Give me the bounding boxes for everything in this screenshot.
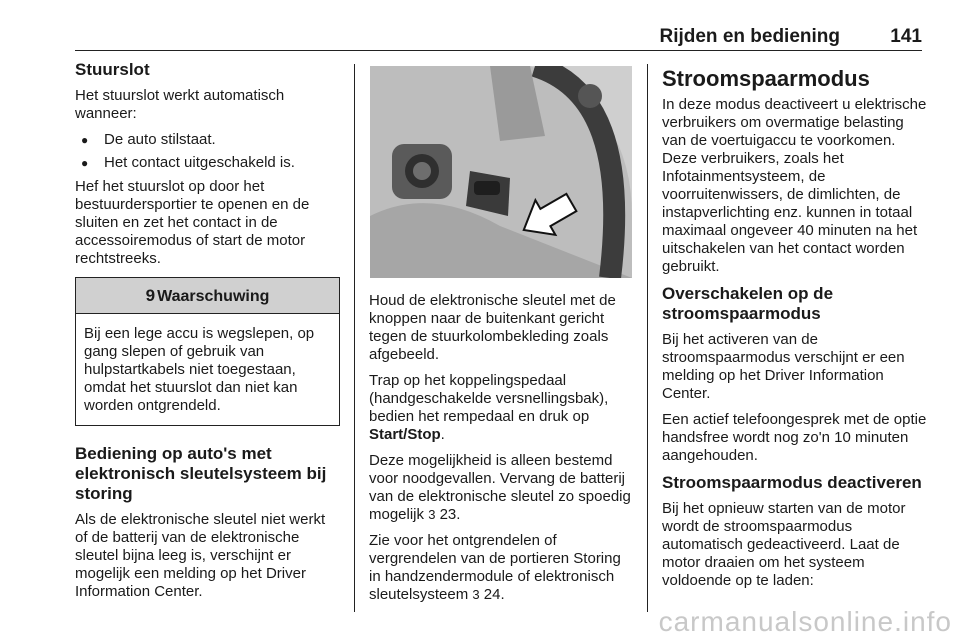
body-paragraph (369, 372, 634, 444)
column-divider-left (354, 64, 355, 612)
p2-text: Trap op het koppelingspedaal (handgeschakelde versnellingsbak), bedien het rempedaal en druk op (369, 372, 609, 425)
warning-box (75, 277, 340, 426)
middle-column (369, 292, 634, 612)
running-title: Rijden en bediening (659, 26, 840, 47)
page-ref-icon: 3 (428, 507, 436, 522)
list-item: ● Het contact uitgeschakeld is. (75, 154, 340, 172)
body-paragraph: Houd de elektronische sleutel met de knoppen naar de buitenkant gericht tegen de stuurkolombekleding zoals afgebeeld. (369, 292, 616, 363)
section-heading-stuurslot: Stuurslot (75, 60, 150, 79)
header-rule (75, 50, 922, 51)
page-number: 141 (890, 26, 922, 47)
p3-ref: 23. (435, 506, 461, 523)
p2-end: . (440, 426, 445, 443)
list-item: ● De auto stilstaat. (75, 131, 340, 149)
body-paragraph (369, 532, 634, 604)
section-heading-deactiveren: Stroomspaarmodus deactiveren (662, 473, 922, 492)
body-paragraph: In deze modus deactiveert u elektrische verbruikers om overmatige belasting van de voertuigaccu te voorkomen. Deze verbruikers, zoals het Infotainmentsysteem, de voorruitenwissers, de dimlichten, de instapverlichting enz. kunnen in totaal maximaal ongeveer 40 minuten na het uitschakelen van het contact worden gebruikt. (662, 96, 927, 275)
column-divider-right (647, 64, 648, 612)
body-paragraph: Bij het opnieuw starten van de motor wordt de stroomspaarmodus automatisch gedeactiveerd. Laat de motor draaien om het systeem voldoende op te laden: (662, 500, 906, 589)
section-heading-elektronisch: Bediening op auto's met elektronisch sleutelsysteem bij storing (75, 444, 327, 503)
body-paragraph: Een actief telefoongesprek met de optie handsfree wordt nog zo'n 10 minuten aangehouden. (662, 411, 927, 464)
watermark: carmanualsonline.info (658, 606, 952, 637)
page-ref-icon: 3 (472, 587, 480, 602)
section-heading-overschakelen: Overschakelen op de stroomspaarmodus (662, 284, 834, 323)
body-paragraph: Bij het activeren van de stroomspaarmodus verschijnt er een melding op het Driver Information Center. (662, 331, 905, 402)
body-paragraph: Als de elektronische sleutel niet werkt of de batterij van de elektronische sleutel bijna leeg is, verschijnt er mogelijk een melding op het Driver Information Center. (75, 511, 326, 600)
start-stop-label: Start/Stop (369, 426, 441, 443)
warning-text: Bij een lege accu is wegslepen, op gang slepen of gebruik van hulpstartkabels niet toegestaan, omdat het stuurslot dan niet kan worden ontgrendeld. (84, 325, 315, 414)
key-position-illustration (370, 66, 632, 278)
warning-icon: 9 (145, 286, 156, 305)
right-column (662, 66, 927, 598)
section-heading-stroomspaarmodus: Stroomspaarmodus (662, 66, 870, 91)
page-header (75, 26, 922, 48)
p4-ref: 24. (479, 586, 505, 603)
bullet-list (75, 131, 340, 172)
body-paragraph: Hef het stuurslot op door het bestuurdersportier te openen en de sluiten en zet het contact in de accessoiremodus of start de motor rechtstreeks. (75, 178, 310, 267)
p3-text: Deze mogelijkheid is alleen bestemd voor noodgevallen. Vervang de batterij van de elektronische sleutel zo spoedig mogelijk (369, 452, 631, 523)
warning-title: Waarschuwing (157, 288, 270, 305)
left-column (75, 60, 340, 609)
intro-text: Het stuurslot werkt automatisch wanneer: (75, 87, 285, 122)
p4-text: Zie voor het ontgrendelen of vergrendelen van de portieren Storing in handzendermodule of elektronisch sleutelsysteem (369, 532, 621, 603)
body-paragraph (369, 452, 634, 524)
warning-header (76, 278, 339, 314)
steering-column-photo (370, 66, 632, 278)
